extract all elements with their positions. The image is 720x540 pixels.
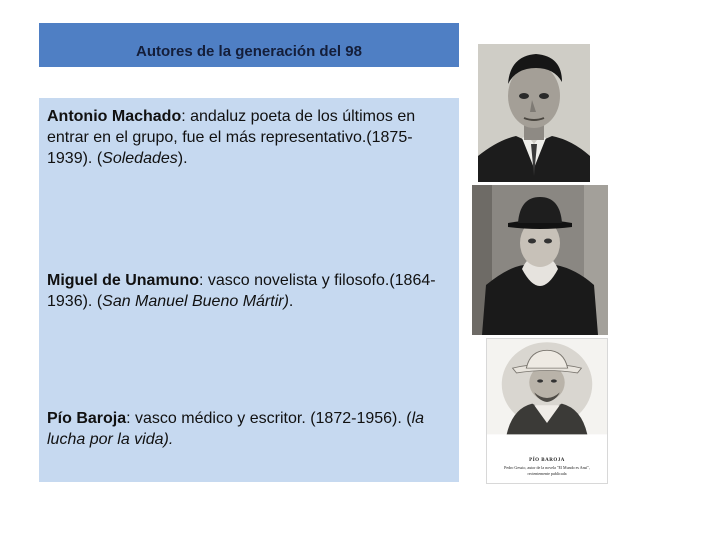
- author-description: : vasco médico y escritor. (1872-1956). (: [126, 410, 412, 427]
- photo-caption-title: PÍO BAROJA: [529, 458, 565, 463]
- author-description: : andaluz poeta de los últimos en entrar en el grupo, fue el más representativo.(1875-1939). (: [47, 108, 416, 167]
- author-work: la lucha por la vida).: [47, 410, 425, 448]
- authors-text-box: [39, 98, 459, 482]
- portrait-baroja-icon: [486, 338, 608, 484]
- author-entry-unamuno: [47, 270, 449, 312]
- author-name: Antonio Machado: [47, 108, 182, 125]
- author-work: Soledades: [102, 150, 178, 167]
- portrait-unamuno-icon: [472, 185, 608, 335]
- author-suffix: .: [288, 293, 294, 310]
- author-name: Miguel de Unamuno: [47, 272, 199, 289]
- author-entry-machado: [47, 106, 449, 169]
- author-description: : vasco novelista y filosofo.(1864-1936). (: [47, 272, 436, 310]
- slide-title: Autores de la generación del 98: [136, 42, 362, 60]
- author-entry-baroja: [47, 408, 449, 450]
- portrait-machado-icon: [478, 44, 590, 182]
- author-work: San Manuel Bueno Mártir): [102, 293, 289, 310]
- photo-caption-line: Pedro Gessio, autor de la novela "El Mundo es Ansí",: [504, 465, 590, 470]
- author-suffix: ).: [177, 150, 188, 167]
- slide-title-box: [39, 23, 459, 67]
- author-name: Pío Baroja: [47, 410, 127, 427]
- photo-caption-line: recientemente publicada: [527, 471, 567, 476]
